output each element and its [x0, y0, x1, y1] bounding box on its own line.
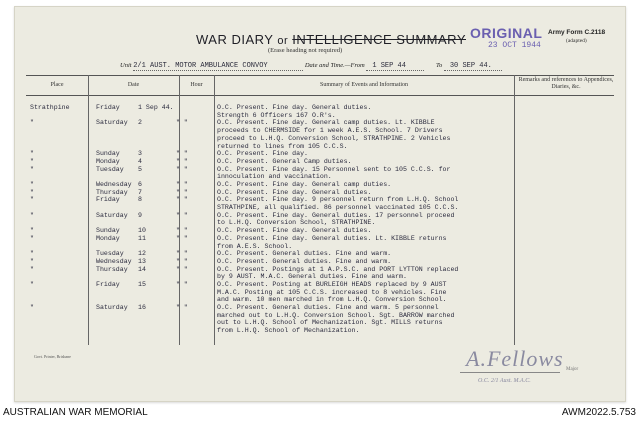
diary-entry [26, 258, 614, 266]
entry-summary [217, 150, 507, 158]
entry-summary-line: proceeds to CHERMSIDE for 1 week A.E.S. School. 7 Drivers [217, 127, 443, 135]
entry-summary-line: STRATHPINE, all qualified. 86 personnel vaccinated 105 C.C.S. [217, 204, 459, 212]
col-header-remarks: Remarks and references to Appendices, Diaries, &c. [518, 77, 614, 90]
entry-summary-line: O.C. Present. Fine day. General duties. [217, 104, 372, 111]
diary-entry [26, 304, 614, 335]
grid-top-rule [26, 75, 614, 76]
entry-place: " [30, 227, 34, 235]
entry-date: 3 [138, 150, 142, 158]
entry-summary-line: O.C. Present. Fine day. General duties. 17 personnel proceed [217, 211, 455, 219]
date-to-label: To [435, 62, 443, 69]
date-to-value: 30 SEP 44. [444, 62, 502, 71]
entry-date: 8 [138, 196, 142, 204]
entry-summary [217, 258, 507, 266]
entry-day: Monday [96, 157, 120, 165]
col-header-place: Place [50, 82, 64, 88]
army-form-adapted: (adapted) [566, 38, 587, 44]
entry-place: " [30, 265, 34, 273]
entry-day: Monday [96, 234, 120, 242]
entry-place: " [30, 188, 34, 196]
archive-name: AUSTRALIAN WAR MEMORIAL [3, 407, 148, 418]
entry-summary-line: O.C. Present. Fine day. General camp duties. [217, 180, 392, 188]
stamp-date: 23 OCT 1944 [488, 41, 541, 50]
entry-summary-line: M.A.C. Posting at 105 C.C.S. increased to 8 vehicles. Fine [217, 288, 447, 296]
entry-summary [217, 250, 507, 258]
diary-entry [26, 189, 614, 197]
entry-summary-line: O.C. Present. Posting at BURLEIGH HEADS replaced by 9 AUST [217, 280, 447, 288]
signature: A.Fellows [466, 346, 564, 371]
entry-summary-line: innoculation and vaccination. [217, 173, 332, 181]
entry-summary [217, 235, 507, 250]
entry-summary-line: by 9 AUST. M.A.C. General duties. Fine and warm. [217, 273, 407, 281]
entry-summary-line: and warm. 10 men marched in from L.H.Q. Conversion School. [217, 296, 447, 304]
entry-summary-line: marched out to L.H.Q. Conversion School. Sgt. BARROW marched [217, 311, 455, 319]
entry-summary-line: O.C. Present. General Camp duties. [217, 157, 352, 165]
entry-date: 15 [138, 280, 146, 288]
entry-hour: " " [176, 265, 188, 273]
entry-day: Friday [96, 104, 120, 111]
entry-day: Saturday [96, 304, 128, 312]
unit-line [120, 62, 502, 71]
diary-entry [26, 281, 614, 304]
entry-date: 5 [138, 165, 142, 173]
entry-place: " [30, 119, 34, 127]
entry-summary-line: O.C. Present. General duties. Fine and warm. [217, 257, 392, 265]
entry-summary-line: out to L.H.Q. School of Mechanization. Sgt. MILLS returns [217, 319, 443, 327]
entry-summary-line: O.C. Present. Postings at 1 A.P.S.C. and PORT LYTTON replaced [217, 265, 459, 273]
entry-summary [217, 119, 507, 150]
entry-summary-line: from A.E.S. School. [217, 242, 293, 250]
entry-date: 16 [138, 304, 146, 312]
entry-summary-line: O.C. Present. Fine day. General camp duties. Lt. KIBBLE [217, 119, 435, 127]
entry-hour: " " [176, 211, 188, 219]
entry-summary-line: O.C. Present. Fine day. General duties. Lt. KIBBLE returns [217, 234, 447, 242]
signature-unit: O.C. 2/1 Aust. M.A.C. [478, 378, 531, 384]
entry-hour: " " [176, 196, 188, 204]
entry-hour: " " [176, 227, 188, 235]
diary-entry [26, 119, 614, 150]
entry-summary [217, 212, 507, 227]
entry-summary [217, 266, 507, 281]
entry-day: Tuesday [96, 165, 124, 173]
entry-summary [217, 227, 507, 235]
entry-summary [217, 181, 507, 189]
title-intelligence-summary: INTELLIGENCE SUMMARY [292, 32, 466, 47]
diary-entry [26, 166, 614, 181]
entry-date: 11 [138, 234, 146, 242]
entry-day: Thursday [96, 265, 128, 273]
entry-day: Wednesday [96, 257, 132, 265]
entry-summary-line: to L.H.Q. Conversion School, STRATHPINE. [217, 219, 376, 227]
entry-hour: " " [176, 165, 188, 173]
entry-hour: " " [176, 188, 188, 196]
entry-place: " [30, 234, 34, 242]
entry-place: " [30, 257, 34, 265]
entry-summary-line: O.C. Present. General duties. Fine and warm. 5 personnel [217, 304, 439, 312]
entry-summary-line: Strength 6 Officers 167 O.R's. [217, 111, 336, 119]
entry-date: 14 [138, 265, 146, 273]
diary-entry [26, 181, 614, 189]
entry-hour: " " [176, 150, 188, 158]
diary-entries [26, 104, 614, 335]
entry-hour: " " [176, 257, 188, 265]
entry-date: 7 [138, 188, 142, 196]
army-form-number: Army Form C.2118 [548, 29, 606, 36]
entry-day: Saturday [96, 211, 128, 219]
entry-date: 1 Sep 44. [138, 104, 174, 111]
entry-date: 12 [138, 250, 146, 258]
entry-summary-line: O.C. Present. Fine day. [217, 150, 309, 158]
entry-summary-line: O.C. Present. Fine day. General duties. [217, 227, 372, 235]
col-header-summary: Summary of Events and Information [320, 82, 408, 88]
title-war-diary: WAR DIARY [196, 32, 274, 47]
entry-date: 13 [138, 257, 146, 265]
diary-entry [26, 196, 614, 211]
entry-place: " [30, 250, 34, 258]
title-or: or [277, 35, 289, 47]
diary-entry [26, 235, 614, 250]
diary-entry [26, 250, 614, 258]
col-header-date: Date [127, 82, 140, 88]
entry-summary-line: returned to lines from 105 C.C.S. [217, 142, 348, 150]
diary-entry [26, 158, 614, 166]
entry-place: " [30, 165, 34, 173]
col-header-hour: Hour [190, 82, 203, 88]
entry-hour: " " [176, 250, 188, 258]
entry-day: Thursday [96, 188, 128, 196]
entry-hour: " " [176, 157, 188, 165]
entry-summary [217, 166, 507, 181]
diary-entry [26, 104, 614, 119]
entry-hour: " " [176, 304, 188, 312]
diary-entry [26, 212, 614, 227]
original-stamp: ORIGINAL [470, 25, 543, 41]
entry-summary-line: O.C. Present. Fine day. General duties. [217, 188, 372, 196]
entry-place: " [30, 196, 34, 204]
entry-hour: " " [176, 234, 188, 242]
entry-place: " [30, 280, 34, 288]
entry-day: Friday [96, 280, 120, 288]
entry-day: Saturday [96, 119, 128, 127]
entry-summary-line: O.C. Present. Fine day. 9 personnel return from L.H.Q. School [217, 196, 459, 204]
entry-summary-line: from L.H.Q. School of Mechanization. [217, 327, 360, 335]
entry-day: Sunday [96, 150, 120, 158]
entry-summary [217, 158, 507, 166]
signature-line [460, 372, 560, 373]
entry-summary [217, 189, 507, 197]
unit-label: Unit [120, 62, 132, 69]
diary-entry [26, 266, 614, 281]
archive-footer [0, 405, 640, 421]
unit-value: 2/1 AUST. MOTOR AMBULANCE CONVOY [133, 62, 303, 71]
entry-day: Wednesday [96, 180, 132, 188]
entry-place: " [30, 157, 34, 165]
entry-place: " [30, 180, 34, 188]
entry-summary-line: O.C. Present. Fine day. 15 Personnel sent to 105 C.C.S. for [217, 165, 451, 173]
entry-summary [217, 104, 507, 119]
grid-header-rule [26, 95, 614, 96]
signature-rank: Major [566, 367, 579, 372]
diary-entry [26, 150, 614, 158]
entry-day: Tuesday [96, 250, 124, 258]
archive-reference: AWM2022.5.753 [561, 407, 636, 418]
entry-place: " [30, 304, 34, 312]
entry-place: Strathpine [30, 104, 70, 111]
entry-day: Friday [96, 196, 120, 204]
entry-day: Sunday [96, 227, 120, 235]
date-from-label: Date and Time.—From [304, 62, 365, 69]
entry-date: 9 [138, 211, 142, 219]
entry-summary [217, 281, 507, 304]
entry-hour: " " [176, 119, 188, 127]
printer-note: Govt. Printer, Brisbane [34, 354, 71, 359]
entry-date: 4 [138, 157, 142, 165]
erase-note: (Erase heading not required) [268, 47, 343, 54]
entry-summary [217, 304, 507, 335]
diary-entry [26, 227, 614, 235]
entry-summary [217, 196, 507, 211]
entry-hour: " " [176, 280, 188, 288]
entry-summary-line: proceed to L.H.Q. Conversion School, STRATHPINE. 2 Vehicles [217, 134, 451, 142]
entry-date: 2 [138, 119, 142, 127]
page-title [196, 32, 466, 47]
entry-summary-line: O.C. Present. General duties. Fine and warm. [217, 250, 392, 258]
entry-place: " [30, 211, 34, 219]
entry-place: " [30, 150, 34, 158]
entry-date: 10 [138, 227, 146, 235]
entry-date: 6 [138, 180, 142, 188]
entry-hour: " " [176, 180, 188, 188]
date-from-value: 1 SEP 44 [366, 62, 424, 71]
